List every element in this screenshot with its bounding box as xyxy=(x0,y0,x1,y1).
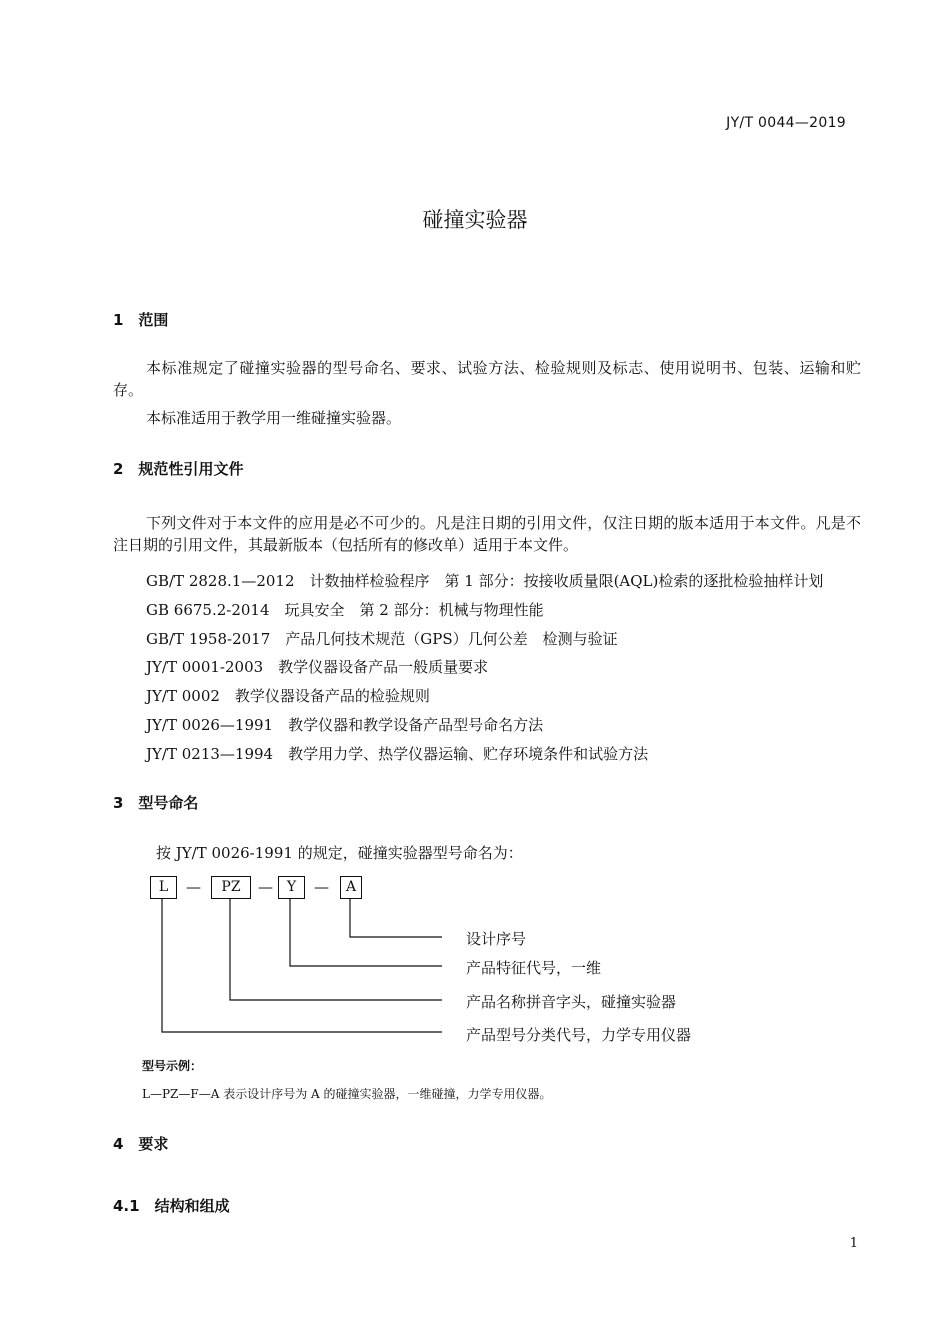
reference-item: GB/T 2828.1—2012 计数抽样检验程序 第 1 部分：按接收质量限(AQL)检索的逐批检验抽样计划 xyxy=(146,572,824,590)
model-dash: — xyxy=(186,878,201,896)
connector-classification xyxy=(162,898,442,1032)
reference-item: JY/T 0002 教学仪器设备产品的检验规则 xyxy=(146,687,430,705)
reference-item: JY/T 0213—1994 教学用力学、热学仪器运输、贮存环境条件和试验方法 xyxy=(146,745,649,763)
references-intro-paragraph: 下列文件对于本文件的应用是必不可少的。凡是注日期的引用文件，仅注日期的版本适用于本文件。凡是不注日期的引用文件，其最新版本（包括所有的修改单）适用于本文件。 xyxy=(113,514,861,554)
page-number: 1 xyxy=(849,1236,858,1251)
connector-design-serial xyxy=(350,898,442,937)
reference-item: JY/T 0026—1991 教学仪器和教学设备产品型号命名方法 xyxy=(146,716,544,734)
model-naming-intro: 按 JY/T 0026-1991 的规定，碰撞实验器型号命名为： xyxy=(156,844,523,862)
connector-product-name xyxy=(230,898,442,1000)
reference-item: GB/T 1958-2017 产品几何技术规范（GPS）几何公差 检测与验证 xyxy=(146,630,618,648)
model-dash: — xyxy=(314,878,329,896)
reference-item: GB 6675.2-2014 玩具安全 第 2 部分：机械与物理性能 xyxy=(146,601,544,619)
reference-item: JY/T 0001-2003 教学仪器设备产品一般质量要求 xyxy=(146,658,489,676)
standard-code: JY/T 0044—2019 xyxy=(726,115,846,131)
model-example-label: 型号示例： xyxy=(142,1059,203,1073)
model-box-design-serial: A xyxy=(340,876,362,899)
legend-product-name: 产品名称拼音字头，碰撞实验器 xyxy=(466,993,677,1011)
legend-design-serial: 设计序号 xyxy=(466,930,527,948)
model-box-classification: L xyxy=(150,876,177,899)
section-heading-structure: 4.1 结构和组成 xyxy=(113,1197,230,1215)
model-dash: — xyxy=(258,878,273,896)
document-title: 碰撞实验器 xyxy=(422,208,528,232)
section-heading-requirements: 4 要求 xyxy=(113,1135,169,1153)
legend-feature-code: 产品特征代号，一维 xyxy=(466,959,602,977)
scope-paragraph-2: 本标准适用于教学用一维碰撞实验器。 xyxy=(146,409,402,427)
model-box-feature: Y xyxy=(278,876,305,899)
scope-paragraph-1: 本标准规定了碰撞实验器的型号命名、要求、试验方法、检验规则及标志、使用说明书、包装、运输和贮存。 xyxy=(113,359,861,399)
section-heading-scope: 1 范围 xyxy=(113,311,169,329)
section-heading-model-naming: 3 型号命名 xyxy=(113,794,199,812)
legend-classification: 产品型号分类代号，力学专用仪器 xyxy=(466,1026,692,1044)
model-box-product-name: PZ xyxy=(211,876,251,899)
connector-feature xyxy=(290,898,442,966)
section-heading-normative-references: 2 规范性引用文件 xyxy=(113,460,244,478)
model-example-text: L—PZ—F—A 表示设计序号为 A 的碰撞实验器，一维碰撞，力学专用仪器。 xyxy=(142,1087,552,1101)
